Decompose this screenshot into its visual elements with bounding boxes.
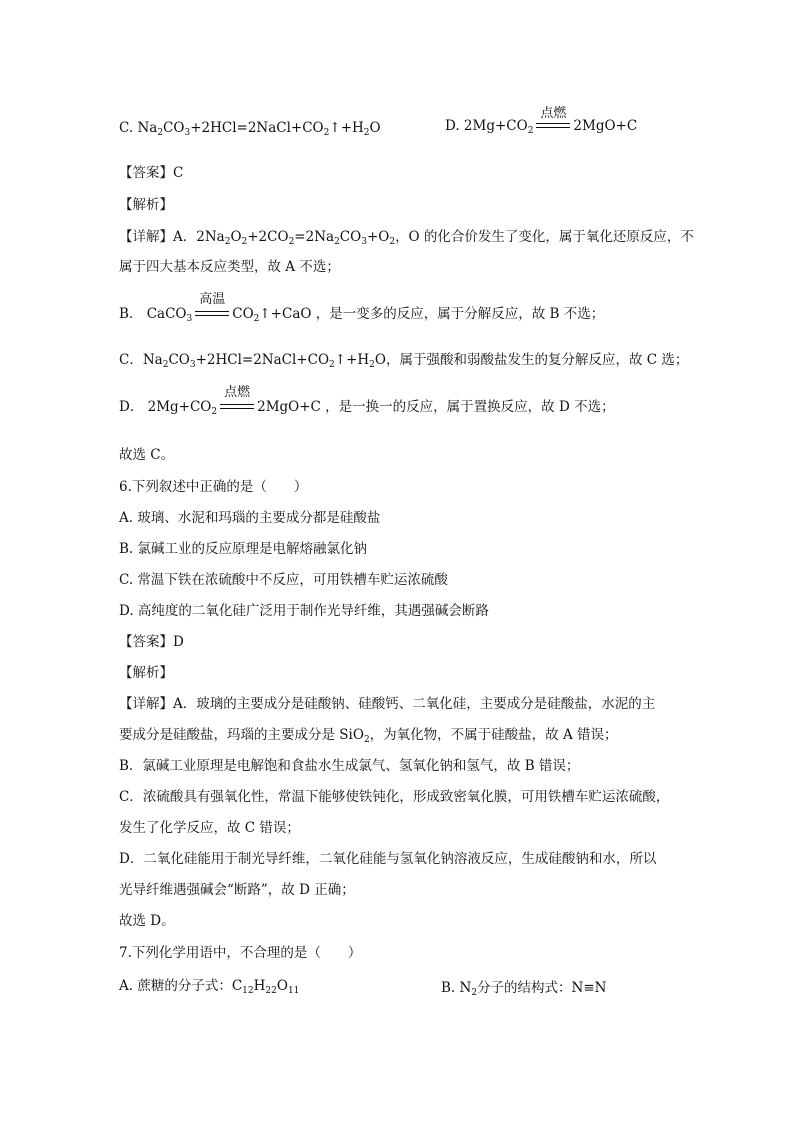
q6-detail-a2: 要成分是硅酸盐，玛瑙的主要成分是 SiO$_2$，为氧化物，不属于硅酸盐，故 A 错误；	[119, 727, 618, 745]
q6-option-c: C. 常温下铁在浓硫酸中不反应，可用铁槽车贮运浓硫酸	[119, 572, 448, 588]
reaction-condition: 点燃	[219, 399, 255, 413]
q5-detail-b: B． CaCO$_3$ 高温 $CO_2↑+CaO$ ，是一变多的反应，属于分解反应，故 B 不选；	[119, 292, 605, 324]
reaction-condition: 高温	[194, 306, 230, 320]
q5-detail-a-line2: 属于四大基本反应类型，故 A 不选；	[119, 259, 340, 275]
q5-detail-a-line1: 【详解】A．$2Na_2O_2+2CO_2=2Na_2CO_3+O_2$，O 的化合价发生了变化，属于氧化还原反应，不	[119, 229, 694, 247]
q6-detail-a1: 【详解】A．玻璃的主要成分是硅酸钠、硅酸钙、二氧化硅，主要成分是硅酸盐，水泥的主	[119, 696, 656, 712]
q6-analysis-heading: 【解析】	[119, 665, 173, 681]
q6-conclusion: 故选 D。	[119, 913, 175, 929]
q5-option-c: C. $Na_2CO_3+2HCl=2NaCl+CO_2↑+H_2O$	[119, 120, 381, 138]
q5-detail-d: D． $2Mg+CO_2$ 点燃 2MgO+C ，是一换一的反应，属于置换反应，故 D 不选；	[119, 385, 615, 417]
q6-option-b: B. 氯碱工业的反应原理是电解熔融氯化钠	[119, 541, 368, 557]
q6-option-d: D. 高纯度的二氧化硅广泛用于制作光导纤维，其遇强碱会断路	[119, 603, 489, 619]
q6-detail-d2: 光导纤维遇强碱会“断路”，故 D 正确；	[119, 882, 355, 898]
q5-analysis-heading: 【解析】	[119, 197, 173, 213]
q6-detail-c1: C．浓硫酸具有强氧化性，常温下能够使铁钝化，形成致密氧化膜，可用铁槽车贮运浓硫酸，	[119, 789, 670, 805]
q6-detail-d1: D．二氧化硅能用于制光导纤维，二氧化硅能与氢氧化钠溶液反应，生成硅酸钠和水，所以	[119, 851, 657, 867]
reaction-condition: 点燃	[535, 118, 571, 132]
q7-option-a: A. 蔗糖的分子式：$C_{12}H_{22}O_{11}$	[119, 978, 300, 996]
q6-option-a: A. 玻璃、水泥和玛瑙的主要成分都是硅酸盐	[119, 510, 381, 526]
q5-detail-c: C．$Na_2CO_3+2HCl=2NaCl+CO_2↑+H_2O$，属于强酸和弱酸盐发生的复分解反应，故 C 选；	[119, 352, 689, 370]
q6-detail-c2: 发生了化学反应，故 C 错误；	[119, 820, 300, 836]
q5-option-d: D. $2Mg+CO_2$ 点燃 2MgO+C	[445, 106, 638, 136]
q5-conclusion: 故选 C。	[119, 447, 175, 463]
q7-option-b: B. $N_2$分子的结构式：N≡N	[441, 980, 607, 998]
q5-answer: 【答案】C	[119, 165, 184, 181]
q6-answer: 【答案】D	[119, 634, 184, 650]
q6-stem: 6.下列叙述中正确的是（ ）	[119, 479, 308, 495]
q7-stem: 7.下列化学用语中，不合理的是（ ）	[119, 945, 362, 961]
q6-detail-b: B．氯碱工业原理是电解饱和食盐水生成氯气、氢氧化钠和氢气，故 B 错误；	[119, 758, 580, 774]
